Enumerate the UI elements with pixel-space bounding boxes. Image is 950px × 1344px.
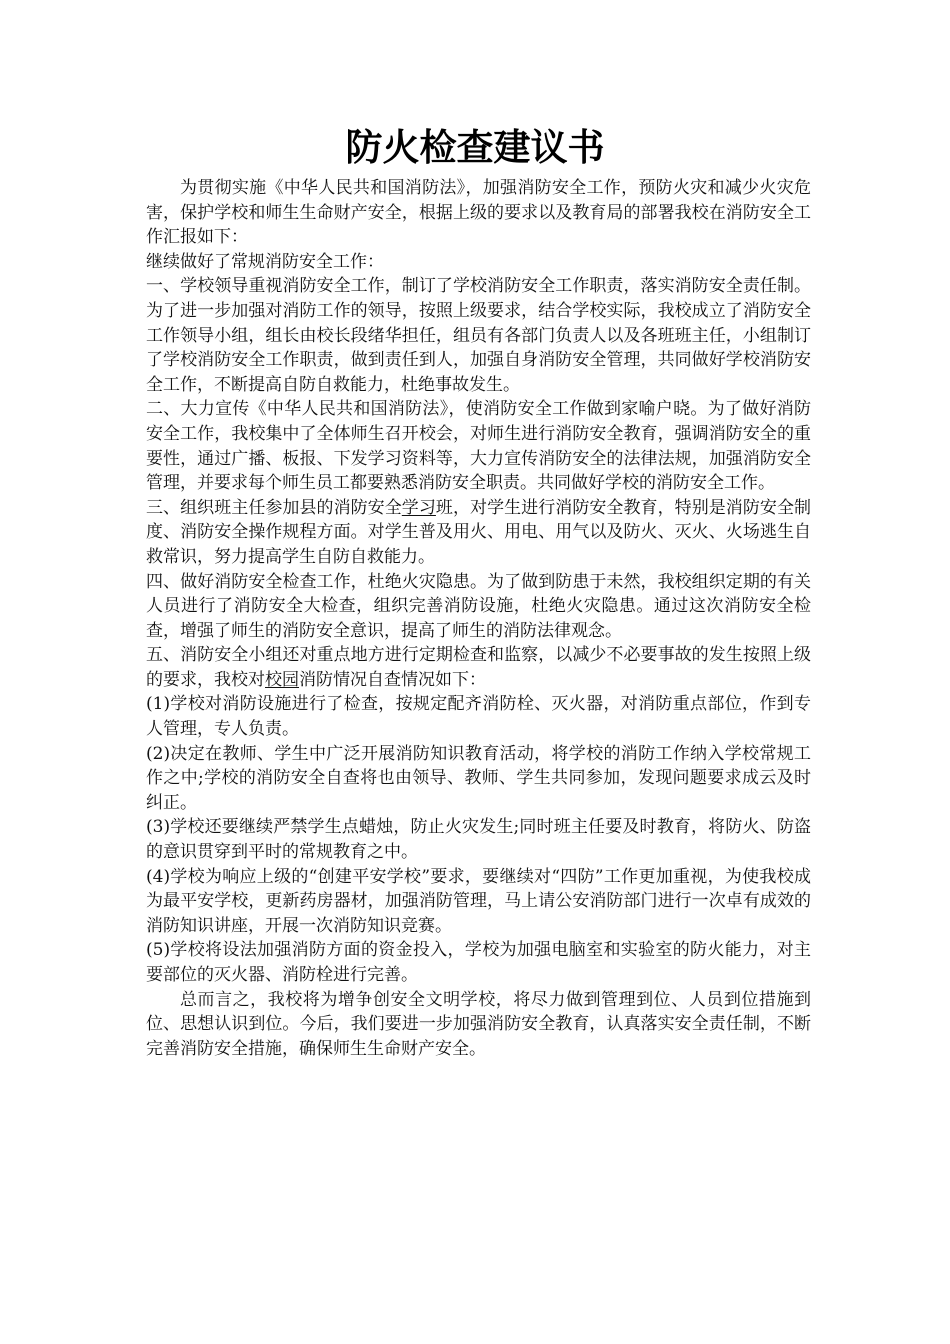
document-title: 防火检查建议书	[345, 126, 605, 169]
sub-item-3: (3)学校还要继续严禁学生点蜡烛，防止火灾发生;同时班主任要及时教育，将防火、防盗的意识贯穿到平时的常规教育之中。	[146, 817, 811, 863]
document-body	[146, 176, 811, 1061]
item-1: 一、学校领导重视消防安全工作，制订了学校消防安全工作职责，落实消防安全责任制。为了进一步加强对消防工作的领导，按照上级要求，结合学校实际，我校成立了消防安全工作领导小组，组长由校长段绪华担任，组员有各部门负责人以及各班班主任，小组制订了学校消防安全工作职责，做到责任到人，加强自身消防安全管理，共同做好学校消防安全工作，不断提高自防自救能力，杜绝事故发生。	[146, 276, 811, 395]
sub-item-4: (4)学校为响应上级的“创建平安学校”要求，要继续对“四防”工作更加重视，为使我校成为最平安学校，更新药房器材，加强消防管理，马上请公安消防部门进行一次卓有成效的消防知识讲座，开展一次消防知识竞赛。	[146, 866, 811, 936]
item-5-text-post: 消防情况自查情况如下：	[299, 669, 486, 690]
item-3-link-study[interactable]: 学习	[401, 497, 436, 518]
sub-item-1: (1)学校对消防设施进行了检查，按规定配齐消防栓、灭火器，对消防重点部位，作到专人管理，专人负责。	[146, 694, 811, 740]
item-3-text-pre: 三、组织班主任参加县的消防安全	[146, 497, 402, 518]
item-3-text-post: 班，对学生进行消防安全教育，特别是消防安全制度、消防安全操作规程方面。对学生普及用火、用电、用气以及防火、灭火、火场逃生自救常识，努力提高学生自防自救能力。	[146, 497, 812, 567]
item-5-text-pre: 五、消防安全小组还对重点地方进行定期检查和监察，以减少不必要事故的发生按照上级的要求，我校对	[146, 645, 811, 690]
sub-item-5: (5)学校将设法加强消防方面的资金投入，学校为加强电脑室和实验室的防火能力，对主要部位的灭火器、消防栓进行完善。	[146, 940, 811, 985]
subheading: 继续做好了常规消防安全工作：	[146, 251, 384, 272]
conclusion-paragraph: 总而言之，我校将为增争创安全文明学校，将尽力做到管理到位、人员到位措施到位、思想认识到位。今后，我们要进一步加强消防安全教育，认真落实安全责任制，不断完善消防安全措施，确保师生生命财产安全。	[146, 989, 811, 1059]
item-2: 二、大力宣传《中华人民共和国消防法》，使消防安全工作做到家喻户晓。为了做好消防安全工作，我校集中了全体师生召开校会，对师生进行消防安全教育，强调消防安全的重要性，通过广播、板报、下发学习资料等，大力宣传消防安全的法律法规，加强消防安全管理，并要求每个师生员工都要熟悉消防安全职责。共同做好学校的消防安全工作。	[146, 399, 811, 494]
item-4: 四、做好消防安全检查工作，杜绝火灾隐患。为了做到防患于未然，我校组织定期的有关人员进行了消防安全大检查，组织完善消防设施，杜绝火灾隐患。通过这次消防安全检查，增强了师生的消防安全意识，提高了师生的消防法律观念。	[146, 571, 811, 641]
item-5-link-campus[interactable]: 校园	[265, 669, 299, 690]
intro-paragraph: 为贯彻实施《中华人民共和国消防法》，加强消防安全工作，预防火灾和减少火灾危害，保护学校和师生生命财产安全，根据上级的要求以及教育局的部署我校在消防安全工作汇报如下：	[146, 178, 811, 248]
sub-item-2: (2)决定在教师、学生中广泛开展消防知识教育活动，将学校的消防工作纳入学校常规工作之中;学校的消防安全自查将也由领导、教师、学生共同参加，发现问题要求成云及时纠正。	[146, 743, 811, 813]
item-5	[146, 643, 811, 692]
item-3	[146, 496, 811, 570]
